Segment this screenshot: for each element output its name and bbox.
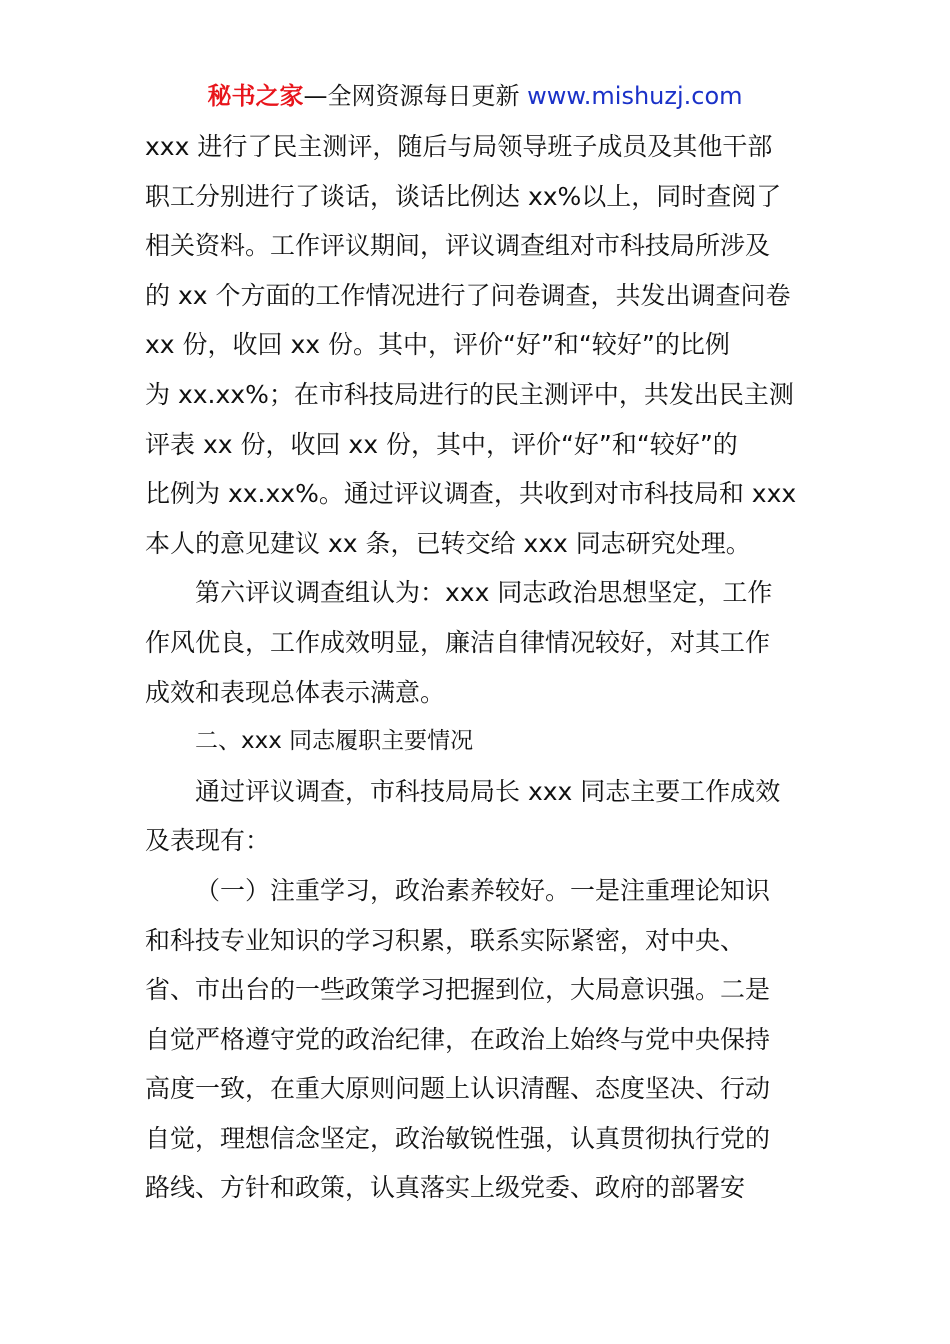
text-line: 评表 xx 份，收回 xx 份，其中，评价“好”和“较好”的 [145,429,738,459]
paragraph-start-line: 通过评议调查，市科技局局长 xxx 同志主要工作成效 [195,776,781,806]
text-line: 职工分别进行了谈话，谈话比例达 xx%以上，同时查阅了 [145,181,782,211]
header-tagline: —全网资源每日更新 [303,82,520,110]
text-line: 作风优良，工作成效明显，廉洁自律情况较好，对其工作 [145,627,771,657]
text-line: 高度一致，在重大原则问题上认识清醒、态度坚决、行动 [145,1074,771,1104]
site-url-link[interactable]: www.mishuzj.com [527,82,743,110]
text-line: xxx 进行了民主测评，随后与局领导班子成员及其他干部 [145,132,773,161]
text-line: 路线、方针和政策，认真落实上级党委、政府的部署安 [145,1173,746,1203]
subsection-start-line: （一）注重学习，政治素养较好。一是注重理论知识 [195,875,771,905]
text-line: 为 xx.xx%；在市科技局进行的民主测评中，共发出民主测 [145,379,794,409]
text-line: 成效和表现总体表示满意。 [145,677,446,707]
text-line: 相关资料。工作评议期间，评议调查组对市科技局所涉及 [145,231,771,261]
document-body [145,122,810,1213]
text-line: 及表现有： [145,826,271,856]
text-line: 自觉，理想信念坚定，政治敏锐性强，认真贯彻执行党的 [145,1123,771,1153]
text-line: 本人的意见建议 xx 条，已转交给 xxx 同志研究处理。 [145,528,751,558]
text-line: 和科技专业知识的学习积累，联系实际紧密，对中央、 [145,925,746,955]
paragraph-start-line: 第六评议调查组认为：xxx 同志政治思想坚定，工作 [195,578,773,608]
text-line: 省、市出台的一些政策学习把握到位，大局意识强。二是 [145,975,771,1005]
site-header [0,80,950,112]
text-line: 自觉严格遵守党的政治纪律，在政治上始终与党中央保持 [145,1024,771,1054]
brand-name: 秘书之家 [207,82,304,110]
text-line: xx 份，收回 xx 份。其中，评价“好”和“较好”的比例 [145,330,730,360]
text-line: 比例为 xx.xx%。通过评议调查，共收到对市科技局和 xxx [145,479,797,509]
section-heading: 二、xxx 同志履职主要情况 [195,728,474,755]
text-line: 的 xx 个方面的工作情况进行了问卷调查，共发出调查问卷 [145,280,791,310]
